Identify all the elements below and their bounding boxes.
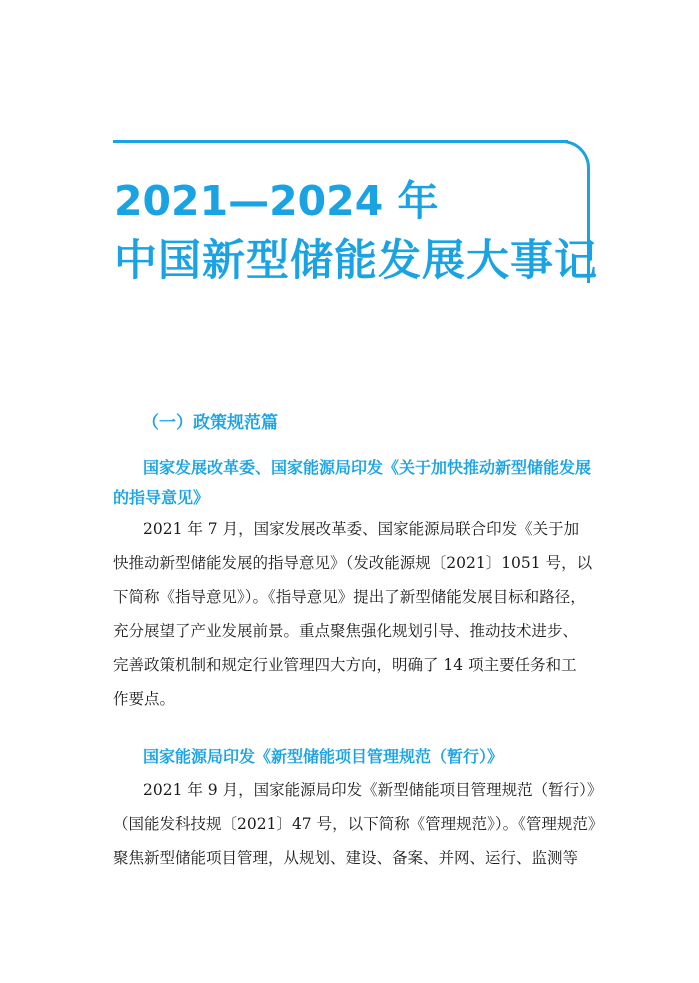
title-frame-top-rule xyxy=(113,140,568,143)
title-frame-corner xyxy=(548,140,590,180)
item-heading-guidance xyxy=(113,453,592,513)
body-text-line: 2021 年 9 月，国家能源局印发《新型储能项目管理规范（暂行）》 xyxy=(143,781,603,799)
item-heading-line: 国家发展改革委、国家能源局印发《关于加快推动新型储能发展 xyxy=(143,458,592,477)
page-title-line-2: 中国新型储能发展大事记 xyxy=(114,236,598,286)
body-text-line: 聚焦新型储能项目管理，从规划、建设、备案、并网、运行、监测等 xyxy=(113,849,579,867)
body-text-line: 完善政策机制和规定行业管理四大方向，明确了 14 项主要任务和工 xyxy=(113,656,577,674)
body-text-line: （国能发科技规〔2021〕47 号，以下简称《管理规范》）。《管理规范》 xyxy=(113,815,604,833)
body-text-line: 快推动新型储能发展的指导意见》（发改能源规〔2021〕1051 号，以 xyxy=(113,554,593,572)
body-text-line: 下简称《指导意见》）。《指导意见》提出了新型储能发展目标和路径， xyxy=(113,588,586,606)
item-heading-line: 国家能源局印发《新型储能项目管理规范（暂行）》 xyxy=(143,747,504,766)
page-title-line-1: 2021—2024 年 xyxy=(114,177,439,225)
section-heading: （一）政策规范篇 xyxy=(142,413,278,433)
item-heading-line: 的指导意见》 xyxy=(113,488,210,507)
body-text-line: 作要点。 xyxy=(113,690,176,708)
body-text-line: 充分展望了产业发展前景。重点聚焦强化规划引导、推动技术进步、 xyxy=(113,622,579,640)
item-heading-management-spec xyxy=(113,742,581,772)
body-text-line: 2021 年 7 月，国家发展改革委、国家能源局联合印发《关于加 xyxy=(143,520,580,538)
